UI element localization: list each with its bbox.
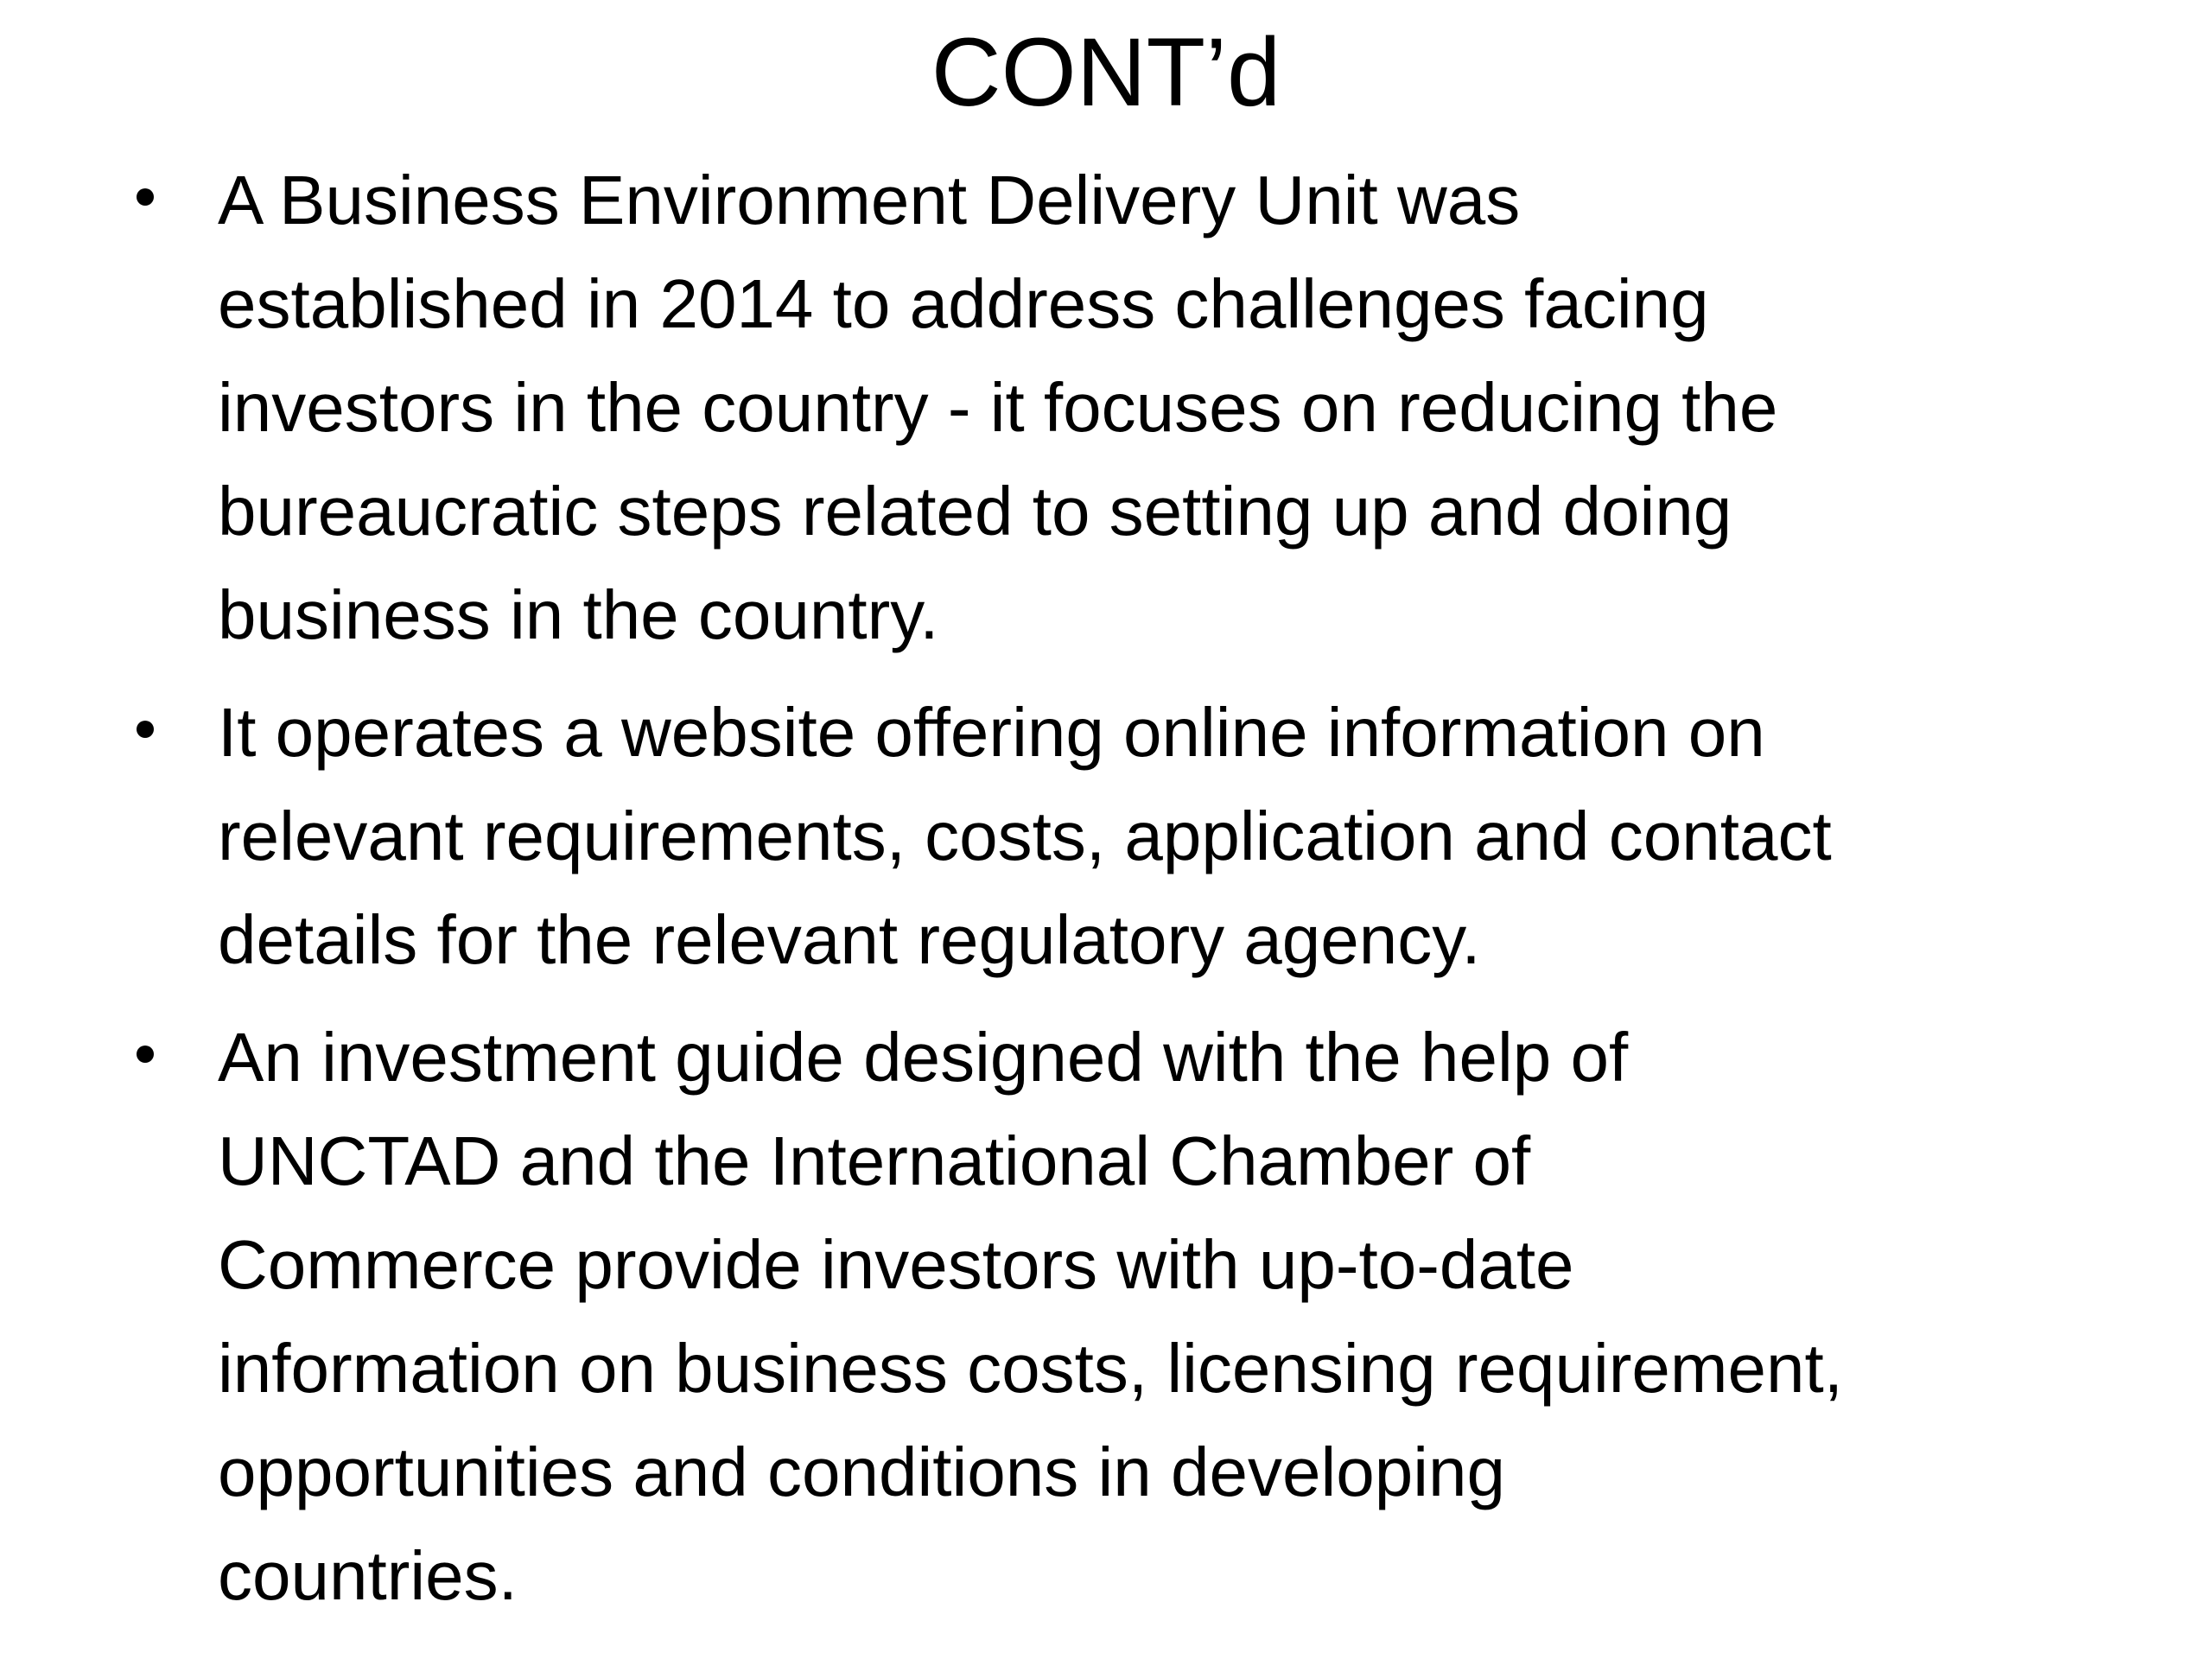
bullet-line: information on business costs, licensing requirement,	[218, 1330, 1843, 1407]
bullet-item-business-environment-unit	[130, 149, 2143, 667]
bullet-dot-icon	[137, 188, 154, 206]
bullet-item-website	[130, 681, 2143, 992]
bullet-line: relevant requirements, costs, application and contact	[218, 798, 1832, 874]
bullet-line: opportunities and conditions in developing	[218, 1433, 1505, 1510]
bullet-dot-icon	[137, 721, 154, 738]
bullet-line: An investment guide designed with the help of	[218, 1019, 1629, 1096]
bullet-line: investors in the country - it focuses on reducing the	[218, 369, 1778, 446]
bullet-line: It operates a website offering online information on	[218, 694, 1765, 771]
bullet-line: A Business Environment Delivery Unit was	[218, 162, 1521, 238]
bullet-dot-icon	[137, 1046, 154, 1063]
slide-title: CONT’d	[931, 18, 1281, 126]
bullet-line: bureaucratic steps related to setting up and doing	[218, 473, 1732, 550]
bullet-line: business in the country.	[218, 576, 939, 653]
bullet-list	[130, 149, 2143, 1642]
bullet-item-investment-guide	[130, 1006, 2143, 1628]
bullet-line: countries.	[218, 1537, 518, 1614]
bullet-line: Commerce provide investors with up-to-date	[218, 1226, 1574, 1303]
bullet-line: UNCTAD and the International Chamber of	[218, 1122, 1531, 1199]
bullet-line: details for the relevant regulatory agency.	[218, 901, 1481, 978]
bullet-line: established in 2014 to address challenges facing	[218, 265, 1709, 342]
